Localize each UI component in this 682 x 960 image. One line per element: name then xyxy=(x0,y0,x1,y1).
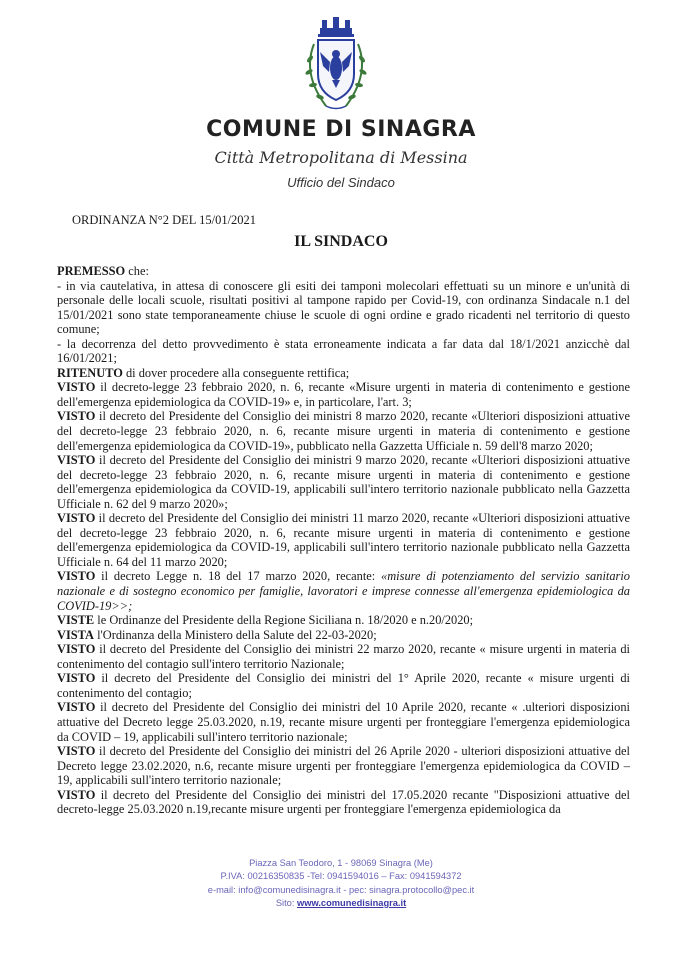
paragraph xyxy=(57,511,630,569)
paragraph-lead: VISTO xyxy=(57,569,96,584)
paragraph xyxy=(57,613,630,628)
paragraph-text: il decreto del Presidente del Consiglio dei ministri del 1° Aprile 2020, recante « misure urgenti di contenimento del contagio; xyxy=(57,671,630,700)
paragraph-lead: VISTO xyxy=(57,787,96,802)
paragraph xyxy=(57,642,630,671)
paragraph-lead: VISTO xyxy=(57,642,96,657)
paragraph-lead: VISTO xyxy=(57,511,96,526)
paragraph-lead: VISTA xyxy=(57,627,94,642)
paragraph xyxy=(57,744,630,788)
paragraph-text: il decreto del Presidente del Consiglio dei ministri 22 marzo 2020, recante « misure urgenti in materia di contenimento del contagio sull'intero territorio Nazionale; xyxy=(57,642,630,671)
paragraph xyxy=(57,366,630,381)
paragraph xyxy=(57,264,630,279)
paragraph xyxy=(57,453,630,511)
paragraph-lead: VISTE xyxy=(57,613,95,628)
paragraph-lead: VISTO xyxy=(57,453,96,468)
municipal-crest-icon xyxy=(296,14,376,114)
paragraph-text: il decreto-legge 23 febbraio 2020, n. 6, recante «Misure urgenti in materia di contenimento e gestione dell'emergenza epidemiologica da COVID-19» e, in particolare, l'art. 3; xyxy=(57,380,630,409)
paragraph-text: il decreto del Presidente del Consiglio dei ministri 9 marzo 2020, recante «Ulteriori disposizioni attuative del decreto-legge 23 febbraio 2020, n. 6, recante misure urgenti in materia di contenimento e gestione dell'emergenza epidemiologica da COVID-19, applicabili sull'intero territorio nazionale pubblicato nella Gazzetta Ufficiale n. 62 del 9 marzo 2020»; xyxy=(57,453,630,511)
website-link[interactable]: www.comunedisinagra.it xyxy=(297,897,407,908)
paragraph xyxy=(57,569,630,613)
footer-address: Piazza San Teodoro, 1 - 98069 Sinagra (Me) xyxy=(249,858,433,868)
paragraph xyxy=(57,788,630,817)
municipality-title: COMUNE DI SINAGRA xyxy=(206,117,476,142)
paragraph xyxy=(57,337,630,366)
paragraph xyxy=(57,700,630,744)
footer-email: e-mail: info@comunedisinagra.it - pec: sinagra.protocollo@pec.it xyxy=(207,884,475,895)
paragraph xyxy=(57,380,630,409)
paragraph-lead: RITENUTO xyxy=(57,365,123,380)
paragraph-text: le Ordinanze del Presidente della Regione Siciliana n. 18/2020 e n.20/2020; xyxy=(94,613,474,628)
footer-site-label: Sito: xyxy=(275,897,297,908)
paragraph xyxy=(57,409,630,453)
paragraph-lead: VISTO xyxy=(57,380,96,395)
paragraph-text: il decreto del Presidente del Consiglio dei ministri del 17.05.2020 recante "Disposizioni attuative del decreto-legge 25.03.2020 n.19,recante misure urgenti per fronteggiare l'emergenza epidemiologica da xyxy=(57,787,630,817)
paragraph-text: il decreto del Presidente del Consiglio dei ministri del 26 Aprile 2020 - ulteriori disposizioni attuative del Decreto legge 23.02.2020, n.6, recante misure urgenti per fronteggiare l'emergenza epidemiologica da COVID – 19, applicabili sull'intero territorio nazionale; xyxy=(57,744,630,788)
paragraph-lead: VISTO xyxy=(57,671,96,686)
paragraph-lead: VISTO xyxy=(57,744,96,759)
paragraph xyxy=(57,628,630,643)
paragraph-lead: PREMESSO xyxy=(57,264,126,278)
paragraph-text: il decreto del Presidente del Consiglio dei ministri 11 marzo 2020, recante «Ulteriori disposizioni attuative del decreto-legge 23 febbraio 2020, n. 6, recante misure urgenti in materia di contenimento e gestione dell'emergenza epidemiologica da COVID-19, applicabili sull'intero territorio nazionale pubblicato nella Gazzetta Ufficiale n. 64 del 11 marzo 2020; xyxy=(57,511,630,569)
paragraph xyxy=(57,671,630,700)
paragraph-text: l'Ordinanza della Ministero della Salute del 22-03-2020; xyxy=(93,627,377,642)
paragraph-text: che: xyxy=(125,264,149,278)
paragraph-text: il decreto del Presidente del Consiglio dei ministri del 10 Aprile 2020, recante « .ulteriori disposizioni attuative del Decreto legge 25.03.2020, n.19, recante misure urgenti per fronteggiare l'emergenza epidemiologica da COVID – 19, applicabili sull'intero territorio nazionale; xyxy=(57,700,630,744)
paragraph-text: - la decorrenza del detto provvedimento è stata erroneamente indicata a far data dal 18/1/2021 anzicchè dal 16/01/2021; xyxy=(57,336,630,366)
footer-contacts xyxy=(0,857,682,910)
paragraph-text: il decreto Legge n. 18 del 17 marzo 2020, recante: xyxy=(95,569,382,584)
paragraph-italic-text: «misure di potenziamento del servizio sanitario nazionale e di sostegno economico per famiglie, lavoratori e imprese connesse all'emergenza epidemiologica da COVID-19>>; xyxy=(57,569,630,613)
paragraph xyxy=(57,279,630,337)
paragraph-text: il decreto del Presidente del Consiglio dei ministri 8 marzo 2020, recante «Ulteriori disposizioni attuative del decreto-legge 23 febbraio 2020, n. 6, recante misure urgenti in materia di contenimento e gestione dell'emergenza epidemiologica da COVID-19», pubblicato nella Gazzetta Ufficiale n. 59 dell'8 marzo 2020; xyxy=(57,409,630,453)
document-heading: IL SINDACO xyxy=(294,233,388,250)
footer-piva-phone: P.IVA: 00216350835 -Tel: 0941594016 – Fax: 0941594372 xyxy=(220,871,462,882)
municipality-subtitle: Città Metropolitana di Messina xyxy=(214,148,468,167)
paragraph-text: - in via cautelativa, in attesa di conoscere gli esiti dei tamponi molecolari effettuati su un minore e un'unità di personale delle locali scuole, risultati positivi al tampone rapido per Covid-19, con ordinanza Sindacale n.1 del 15/01/2021 sono state temporaneamente chiuse le scuole di ogni ordine e grado ricadenti nel territorio di questo comune; xyxy=(57,278,630,337)
footer-site xyxy=(0,897,682,910)
ordinance-body xyxy=(57,264,630,817)
paragraph-lead: VISTO xyxy=(57,409,96,424)
office-name: Ufficio del Sindaco xyxy=(287,175,395,190)
paragraph-lead: VISTO xyxy=(57,700,96,715)
ordinance-reference: ORDINANZA N°2 DEL 15/01/2021 xyxy=(72,213,257,227)
paragraph-text: di dover procedere alla conseguente rettifica; xyxy=(122,365,350,380)
